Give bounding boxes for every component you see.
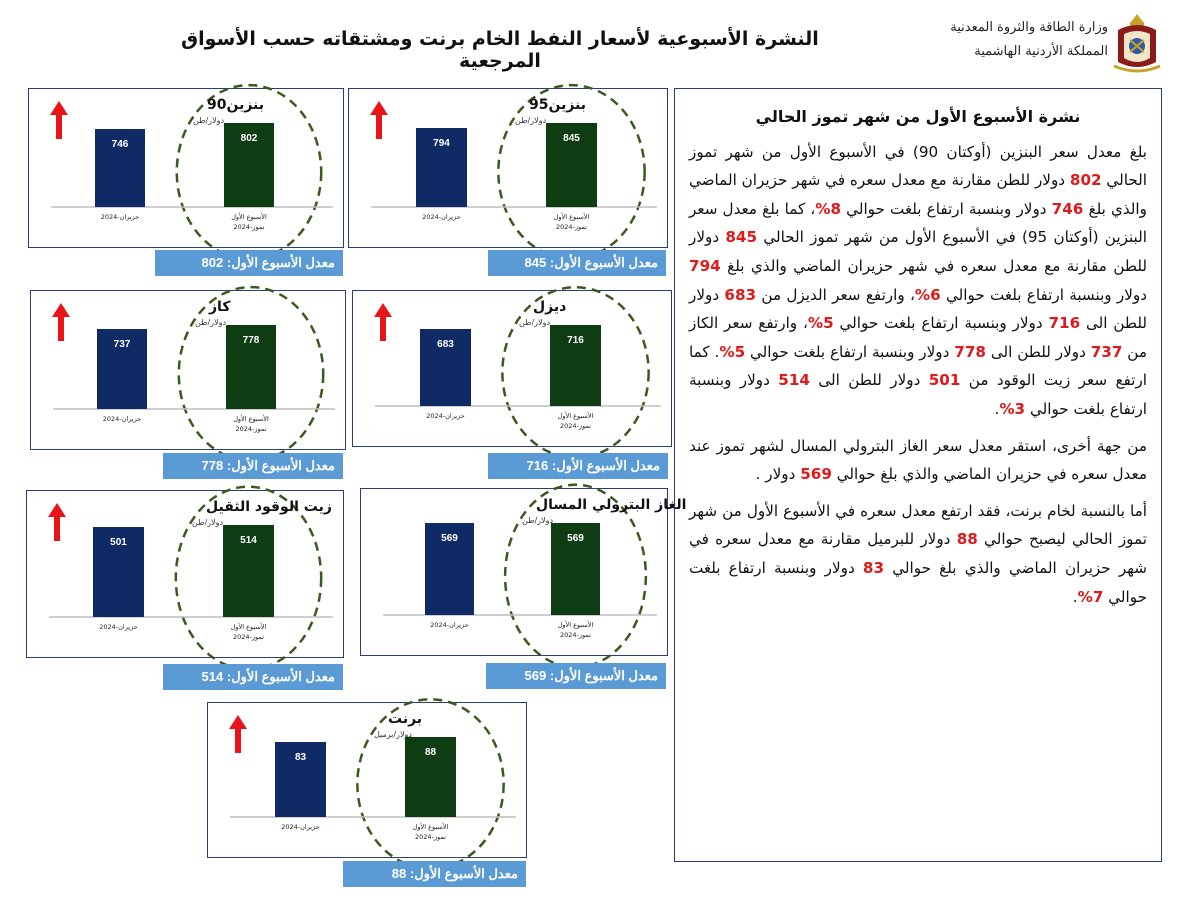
chart-svg (349, 89, 667, 247)
chart-svg (353, 291, 671, 446)
highlighted-value: 514 (778, 371, 810, 390)
chart-svg (27, 491, 343, 657)
text-run: دولار وبنسبة ارتفاع بلغت حوالي (833, 314, 1049, 333)
caption-value: 802 (201, 255, 224, 270)
text-run: ، كما بلغ معدل سعر البنزين (أوكتان 95) في الأسبوع الأول من شهر تموز الحالي (689, 199, 1147, 247)
text-run: أما بالنسبة لخام برنت، فقد ارتفع معدل سعره في الأسبوع الأول من شهر تموز الحالي ليصبح حوالي (689, 501, 1148, 549)
text-run: دولار للطن الى (689, 285, 1148, 333)
bar-value-label: 746 (111, 139, 129, 150)
caption-label: معدل الأسبوع الأول: (226, 458, 335, 473)
highlighted-value: 794 (689, 256, 721, 275)
unit-label: دولار/طن (192, 518, 224, 527)
chart-lpg (360, 488, 687, 656)
caption-heavy-fuel-oil (163, 664, 343, 690)
text-run: من جهة أخرى، استقر معدل سعر الغاز البترولي المسال لشهر تموز عند معدل سعره في حزيران الماضي والذي بلغ حوالي (689, 436, 1147, 484)
unit-label: دولار/طن (519, 318, 551, 327)
bar-value-label: 83 (294, 752, 307, 763)
bar-value-label: 794 (433, 138, 450, 149)
text-run: دولار وبنسبة ارتفاع بلغت حوالي (689, 371, 1147, 418)
bar-value-label: 501 (110, 537, 127, 548)
caption-label: معدل الأسبوع الأول: (226, 255, 335, 270)
unit-label: دولار/برميل (374, 730, 412, 739)
text-run: . (1072, 587, 1078, 606)
highlighted-value: 778 (954, 342, 986, 361)
highlighted-value: 5% (719, 342, 746, 361)
category-label: الأسبوع الأول تموز-2024 (557, 412, 594, 430)
highlighted-value: 802 (1069, 171, 1102, 190)
highlighted-value: 8% (815, 199, 842, 218)
bar-value-label: 778 (242, 335, 260, 346)
chart-gasoline-90 (28, 88, 344, 248)
caption-label: معدل الأسبوع الأول: (549, 668, 658, 683)
bar-value-label: 802 (240, 133, 258, 144)
category-label: الأسبوع الأول تموز-2024 (557, 621, 594, 639)
text-run: دولار وبنسبة ارتفاع بلغت حوالي (745, 342, 955, 361)
caption-label: معدل الأسبوع الأول: (226, 669, 335, 684)
chart-svg (29, 89, 343, 247)
chart-title: بنزين95 (529, 97, 587, 113)
bar-value-label: 716 (567, 335, 584, 346)
category-label: حزيران-2024 (99, 623, 138, 631)
category-label: حزيران-2024 (281, 823, 320, 831)
chart-gasoline-95 (348, 88, 668, 248)
up-arrow-icon (48, 503, 66, 541)
caption-lpg (486, 663, 666, 689)
up-arrow-icon (229, 715, 247, 753)
unit-label: دولار/طن (515, 116, 547, 125)
category-label: حزيران-2024 (100, 213, 140, 221)
highlighted-value: 683 (724, 285, 757, 304)
up-arrow-icon (50, 101, 68, 139)
caption-value: 778 (201, 458, 224, 473)
category-label: الأسبوع الأول تموز-2024 (233, 415, 269, 433)
caption-value: 716 (526, 458, 549, 473)
summary-panel (674, 88, 1162, 862)
text-run: ، وارتفع سعر الكاز من (689, 314, 1148, 361)
caption-label: معدل الأسبوع الأول: (409, 866, 518, 881)
bar-value-label: 845 (563, 133, 580, 144)
category-label: الأسبوع الأول تموز-2024 (412, 823, 449, 841)
unit-label: دولار/طن (195, 318, 227, 327)
text-run: ، وارتفع سعر الديزل من (756, 285, 915, 304)
highlighted-value: 737 (1090, 342, 1123, 361)
highlighted-value: 716 (1048, 314, 1081, 333)
category-label: حزيران-2024 (422, 213, 461, 221)
category-label: حزيران-2024 (102, 415, 142, 423)
category-label: حزيران-2024 (426, 412, 465, 420)
text-run: دولار للبرميل مقارنة مع معدل سعره في شهر حزيران الماضي والذي بلغ حوالي (689, 530, 1147, 577)
bar-value-label: 569 (567, 533, 584, 544)
chart-svg (208, 703, 526, 857)
chart-title: برنت (388, 711, 423, 727)
text-run: دولار للطن الى (809, 371, 929, 390)
highlighted-value: 501 (928, 371, 961, 390)
text-run: . كما ارتفع سعر زيت الوقود من (689, 342, 1148, 390)
text-run: دولار . (755, 465, 801, 484)
paragraph-lpg (689, 432, 1147, 489)
text-run: . (994, 399, 1000, 418)
caption-label: معدل الأسبوع الأول: (551, 458, 660, 473)
text-run: دولار وبنسبة ارتفاع بلغت حوالي (841, 199, 1052, 218)
text-run: دولار للطن مقارنة مع معدل سعره في شهر حزيران الماضي والذي بلغ (689, 228, 1147, 275)
highlighted-value: 845 (725, 228, 758, 247)
chart-title: الغاز البترولي المسال (536, 497, 687, 513)
chart-diesel (352, 290, 672, 447)
category-label: الأسبوع الأول تموز-2024 (230, 623, 267, 641)
caption-value: 845 (524, 255, 547, 270)
chart-title: بنزين90 (207, 97, 265, 113)
text-run: دولار للطن الى (985, 342, 1091, 361)
category-label: حزيران-2024 (430, 621, 469, 629)
category-label: الأسبوع الأول تموز-2024 (231, 213, 267, 231)
highlighted-value: 569 (800, 465, 832, 484)
logo-line-1: وزارة الطاقة والثروة المعدنية (950, 20, 1108, 35)
chart-brent (207, 702, 527, 858)
text-run: دولار وبنسبة ارتفاع بلغت حوالي (940, 285, 1148, 304)
chart-heavy-fuel-oil (26, 490, 344, 658)
bar-value-label: 514 (240, 535, 257, 546)
highlighted-value: 746 (1051, 199, 1084, 218)
text-run: دولار للطن مقارنة مع معدل سعره في شهر حزيران الماضي والذي بلغ (689, 171, 1147, 218)
highlighted-value: 7% (1077, 587, 1104, 606)
up-arrow-icon (374, 303, 392, 341)
text-run: دولار وبنسبة ارتفاع بلغت حوالي (689, 558, 1147, 606)
up-arrow-icon (52, 303, 70, 341)
caption-brent (343, 861, 526, 887)
summary-heading: نشرة الأسبوع الأول من شهر تموز الحالي (755, 107, 1081, 126)
highlighted-value: 6% (914, 285, 941, 304)
unit-label: دولار/طن (193, 116, 225, 125)
chart-title: ديزل (533, 299, 567, 315)
text-run: بلغ معدل سعر البنزين (أوكتان 90) في الأسبوع الأول من شهر تموز الحالي (689, 142, 1147, 190)
bar-value-label: 683 (437, 339, 454, 350)
paragraph-brent (689, 497, 1147, 611)
highlighted-value: 83 (862, 558, 885, 577)
caption-gasoline-95 (488, 250, 666, 276)
caption-diesel (488, 453, 668, 479)
caption-value: 88 (391, 866, 407, 881)
paragraph-products (689, 138, 1147, 424)
ministry-logo (940, 10, 1170, 74)
page-title: النشرة الأسبوعية لأسعار النفط الخام برنت ومشتقاته حسب الأسواق المرجعية (181, 28, 819, 72)
highlighted-value: 88 (956, 530, 978, 549)
bar-value-label: 569 (441, 533, 458, 544)
caption-value: 514 (201, 669, 224, 684)
unit-label: دولار/طن (522, 516, 554, 525)
logo-line-2: المملكة الأردنية الهاشمية (974, 44, 1108, 59)
jordan-coat-of-arms-icon (1110, 10, 1164, 74)
chart-title: كاز (209, 299, 231, 315)
caption-kerosene (163, 453, 343, 479)
caption-label: معدل الأسبوع الأول: (549, 255, 658, 270)
highlighted-value: 3% (999, 399, 1026, 418)
up-arrow-icon (370, 101, 388, 139)
chart-svg (31, 291, 345, 449)
highlighted-value: 5% (807, 314, 834, 333)
chart-title: زيت الوقود الثقيل (206, 499, 332, 515)
caption-value: 569 (524, 668, 547, 683)
caption-gasoline-90 (155, 250, 343, 276)
chart-kerosene (30, 290, 346, 450)
category-label: الأسبوع الأول تموز-2024 (553, 213, 590, 231)
chart-svg (361, 489, 687, 655)
bar-value-label: 88 (424, 747, 437, 758)
bar-value-label: 737 (113, 339, 131, 350)
